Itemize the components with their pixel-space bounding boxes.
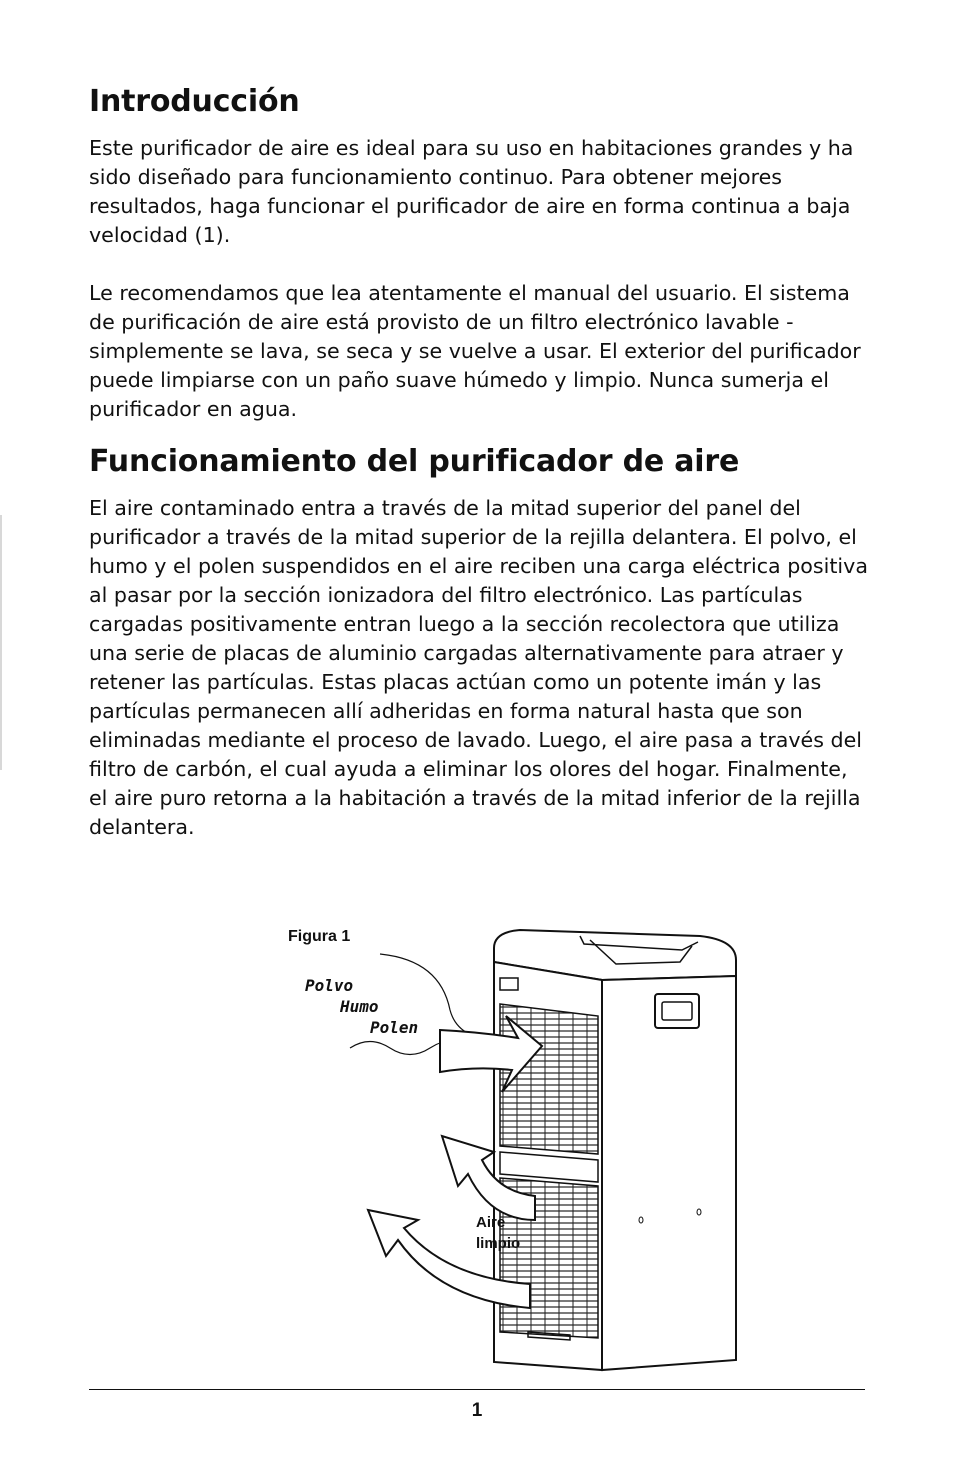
label-clean-air-line1: Aire (476, 1214, 506, 1231)
label-dust: Polvo (305, 976, 354, 995)
label-clean-air-line2: limpio (476, 1235, 521, 1252)
label-clean-air (476, 1212, 520, 1254)
intro-heading: Introducción (89, 84, 300, 119)
label-pollen: Polen (370, 1018, 419, 1037)
operation-heading: Funcionamiento del purificador de aire (89, 444, 740, 479)
figure-caption: Figura 1 (288, 928, 351, 945)
purifier-figure (280, 920, 750, 1380)
label-smoke: Humo (340, 997, 379, 1016)
intro-paragraph-1: Este purificador de aire es ideal para su uso en habitaciones grandes y ha sido diseñado para funcionamiento continuo. Para obtener mejores resultados, haga funcionar el purificador de aire en forma continua a baja velocidad (1). (89, 136, 854, 247)
operation-paragraph: El aire contaminado entra a través de la mitad superior del panel del purificador a través de la mitad superior de la rejilla delantera. El polvo, el humo y el polen suspendidos en el aire reciben una carga eléctrica positiva al pasar por la sección ionizadora del filtro electrónico. Las partículas cargadas positivamente entran luego a la sección recolectora que utiliza una serie de placas de aluminio cargadas alternativamente para atraer y retener las partículas. Estas placas actúan como un potente imán y las partículas permanecen allí adheridas en forma natural hasta que son eliminadas mediante el proceso de lavado. Luego, el aire pasa a través del filtro de carbón, el cual ayuda a eliminar los olores del hogar. Finalmente, el aire puro retorna a la habitación a través de la mitad inferior de la rejilla delantera. (89, 496, 868, 839)
page-number: 1 (471, 1400, 483, 1421)
footer-divider (89, 1389, 865, 1390)
intro-paragraph-2: Le recomendamos que lea atentamente el manual del usuario. El sistema de purificación de aire está provisto de un filtro electrónico lavable - simplemente se lava, se seca y se vuelve a usar. El exterior del purificador puede limpiarse con un paño suave húmedo y limpio. Nunca sumerja el purificador en agua. (89, 281, 861, 421)
text-content (89, 84, 869, 842)
margin-mark (0, 515, 2, 770)
